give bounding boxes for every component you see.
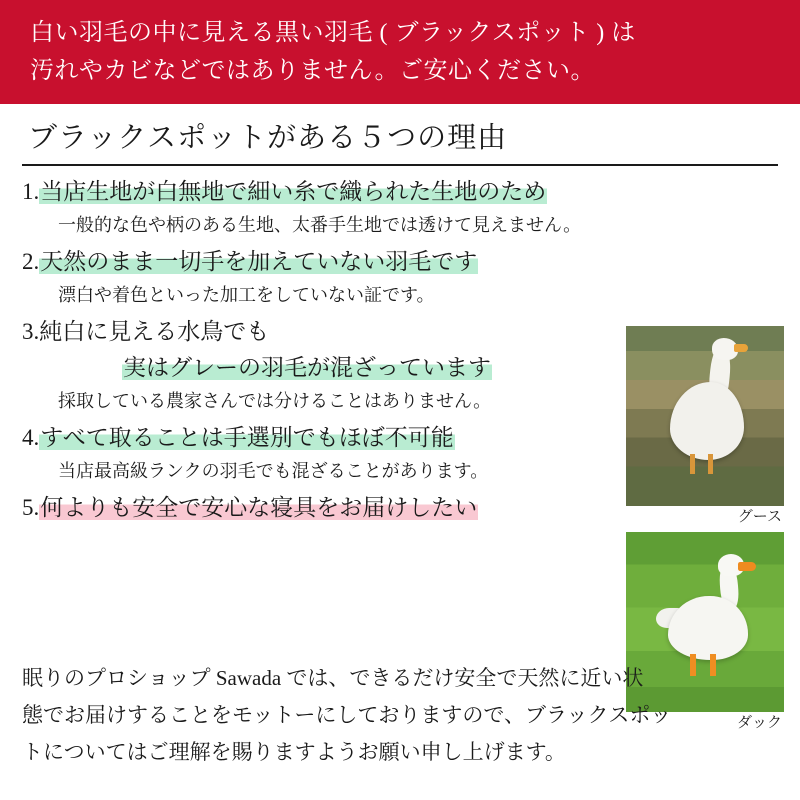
section-title: ブラックスポットがある５つの理由	[22, 114, 778, 166]
reason-3-main-line-2	[22, 350, 778, 386]
reason-item-1	[22, 174, 778, 240]
reason-3-main-text: 純白に見える水鳥でも	[39, 319, 270, 344]
banner-line-2: 汚れやカビなどではありません。ご安心ください。	[30, 58, 595, 84]
reason-item-5	[22, 490, 778, 526]
header-banner	[0, 0, 800, 104]
reason-3-main-text-2: 実はグレーの羽毛が混ざっています	[123, 355, 491, 380]
reason-4-main-text: すべて取ることは手選別でもほぼ不可能	[40, 425, 454, 450]
banner-line-1: 白い羽毛の中に見える黒い羽毛 ( ブラックスポット ) は	[30, 20, 636, 46]
reasons-list	[22, 174, 778, 526]
reason-item-2	[22, 244, 778, 310]
closing-line-1: 眠りのプロショップ Sawada では、できるだけ安全で天然に近い状	[22, 666, 644, 690]
reason-4-sub-text: 当店最高級ランクの羽毛でも混ざることがあります。	[58, 461, 489, 481]
closing-line-2: 態でお届けすることをモットーにしておりますので、ブラックスポッ	[22, 703, 672, 727]
reason-2-main-text: 天然のまま一切手を加えていない羽毛です	[40, 249, 478, 274]
closing-paragraph	[22, 660, 778, 771]
closing-line-3: トについてはご理解を賜りますようお願い申し上げます。	[22, 740, 566, 764]
reason-1-sub-text: 一般的な色や柄のある生地、太番手生地では透けて見えません。	[58, 215, 582, 235]
reason-4-number: 4.	[22, 425, 40, 450]
reason-2-number: 2.	[22, 249, 40, 274]
reason-2-main-line	[22, 244, 778, 280]
reason-1-main-text: 当店生地が白無地で細い糸で織られた生地のため	[40, 179, 547, 204]
duck-body-shape	[668, 596, 748, 660]
reason-3-sub-text: 採取している農家さんでは分けることはありません。	[58, 391, 492, 411]
duck-beak-shape	[738, 562, 756, 571]
reason-3-number: 3.	[22, 319, 40, 344]
reason-3-main-line	[22, 314, 778, 350]
reason-2-sub-text: 漂白や着色といった加工をしていない証です。	[58, 285, 435, 305]
reason-5-main-line	[22, 490, 778, 526]
reason-5-number: 5.	[22, 495, 40, 520]
duck-photo-caption: ダック	[736, 715, 782, 731]
reason-item-4	[22, 420, 778, 486]
content-area	[0, 104, 800, 800]
reason-5-main-text: 何よりも安全で安心な寝具をお届けしたい	[40, 495, 478, 520]
reason-1-main-line	[22, 174, 778, 210]
goose-photo-caption: グース	[737, 509, 782, 525]
reason-1-number: 1.	[22, 179, 40, 204]
reason-4-main-line	[22, 420, 778, 456]
reason-item-3	[22, 314, 778, 416]
